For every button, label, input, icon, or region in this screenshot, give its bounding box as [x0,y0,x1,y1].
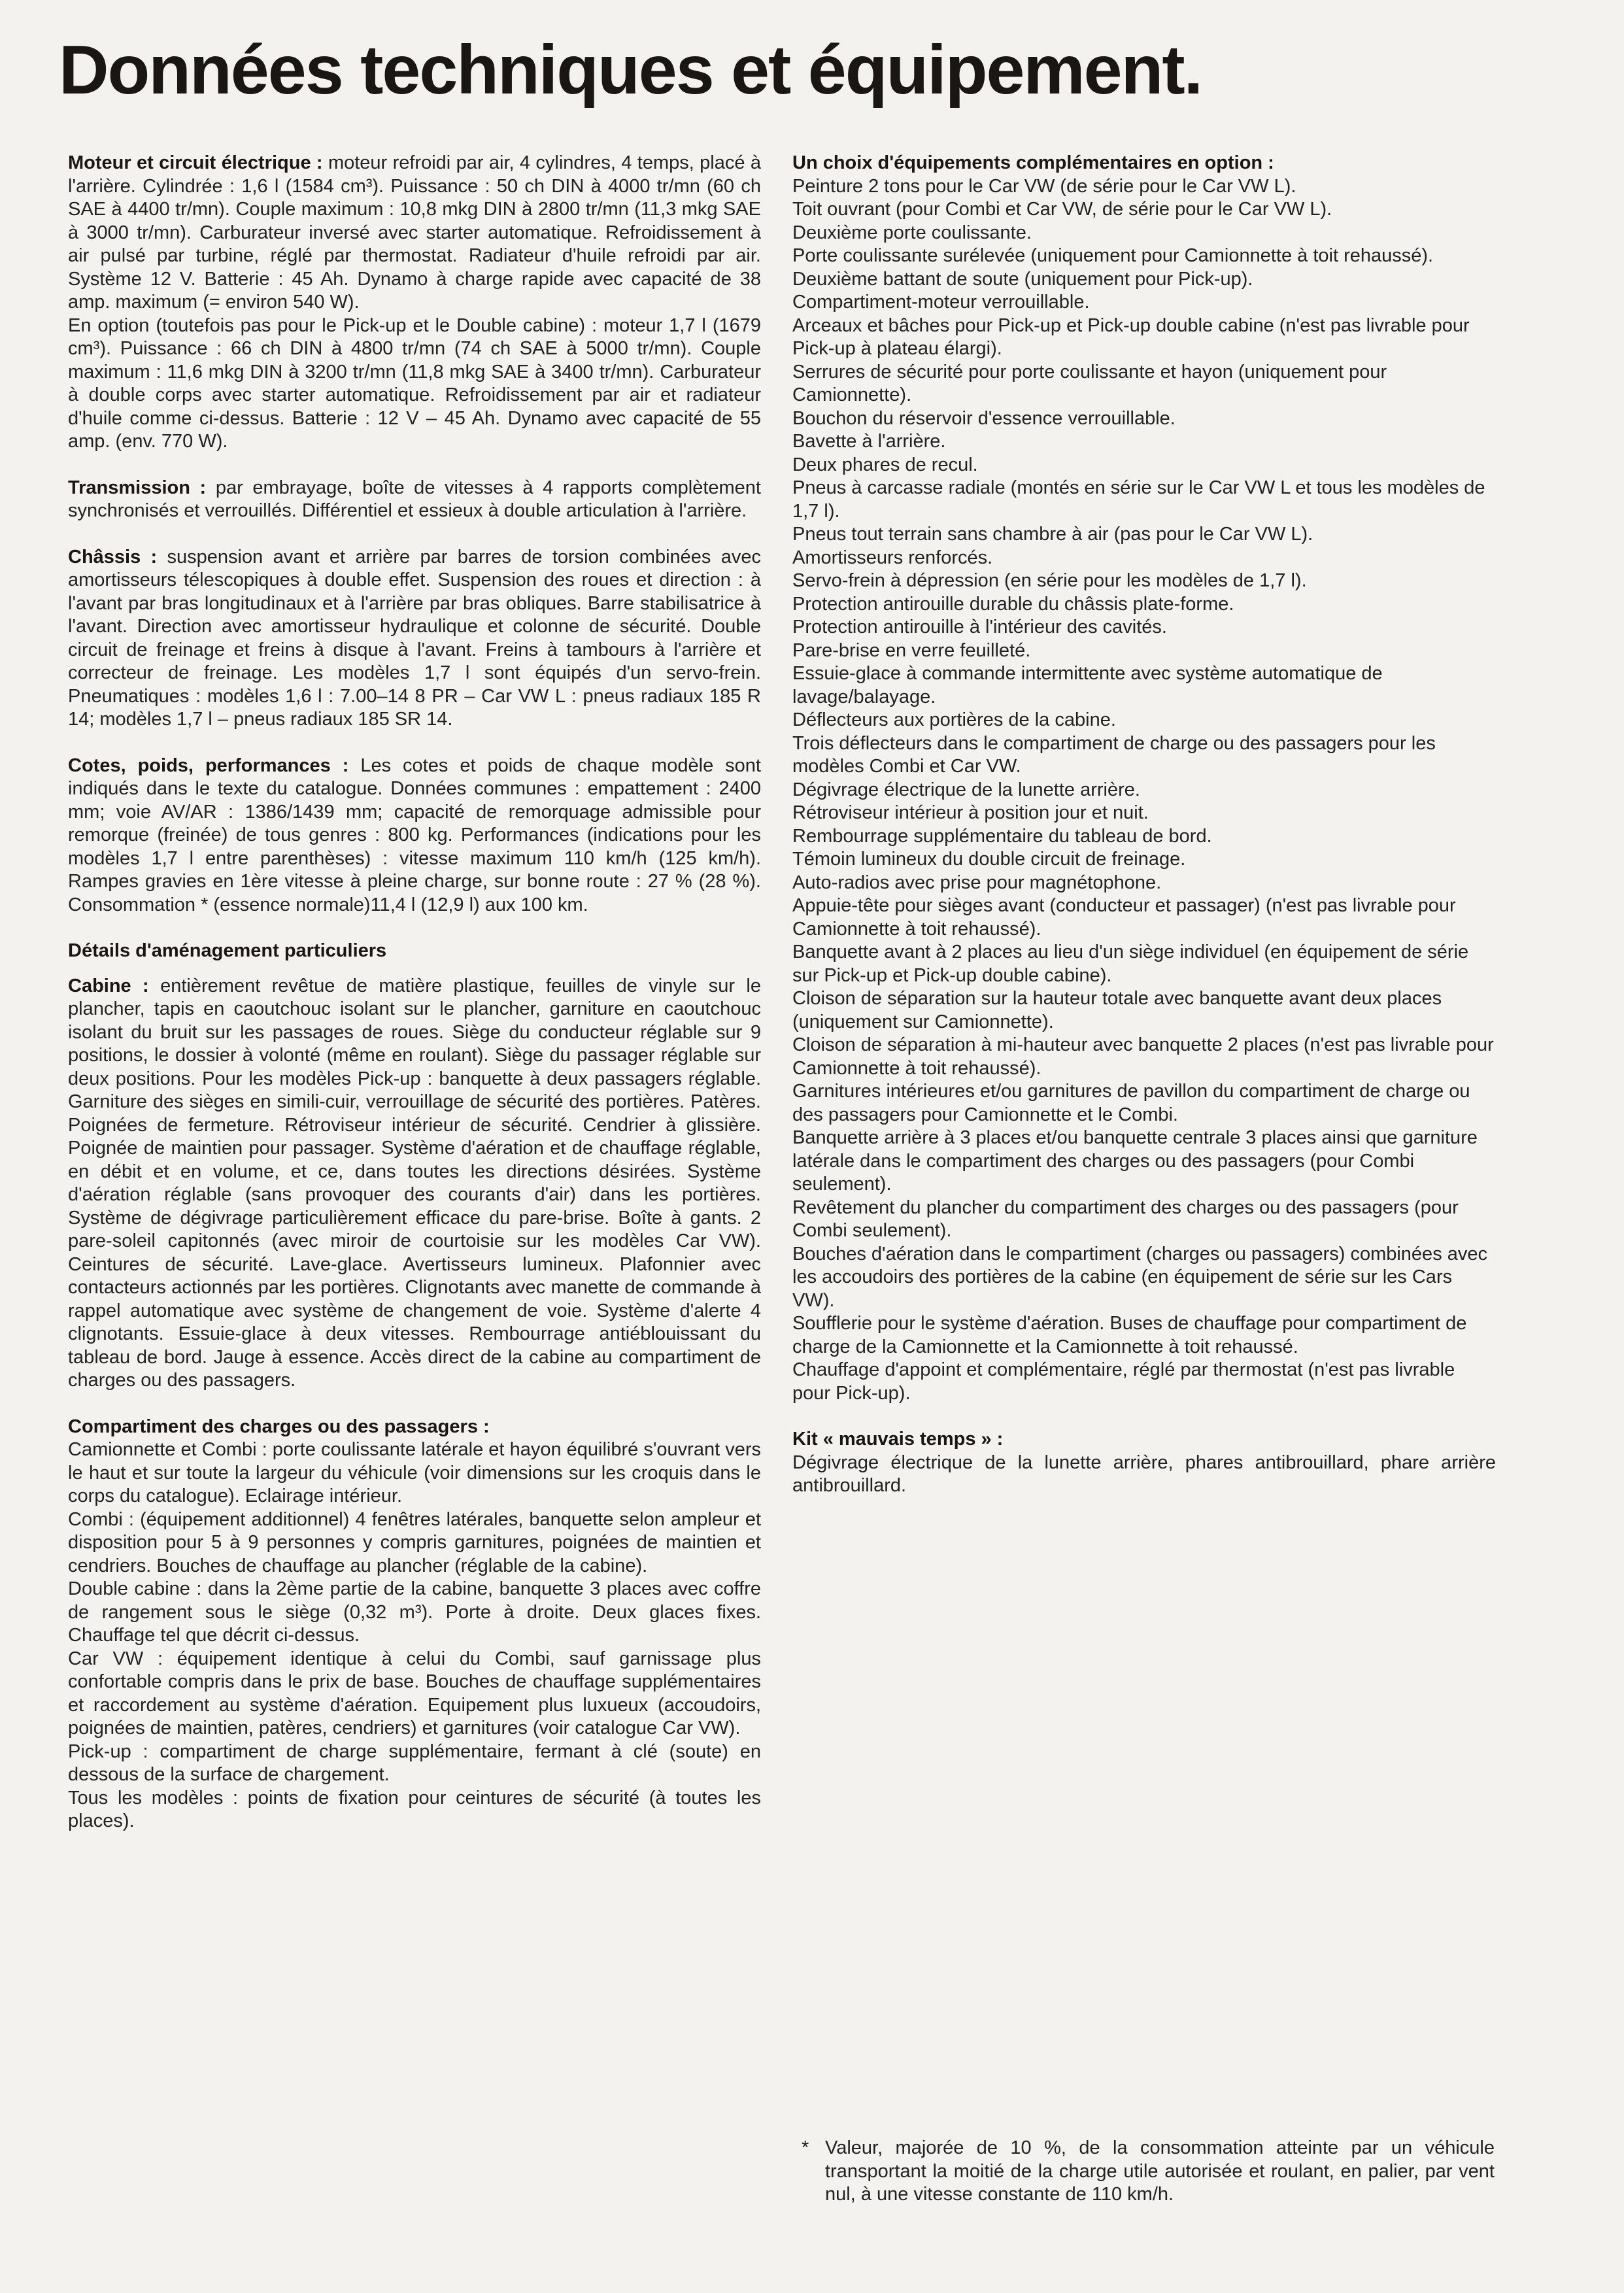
option-item: Déflecteurs aux portières de la cabine. [792,709,1116,730]
transmission-text: par embrayage, boîte de vitesses à 4 rapports complètement synchronisés et verrouillés. Différentiel et essieux à double articulation à l'arrière. [68,477,761,521]
details-heading: Détails d'aménagement particuliers [68,940,387,961]
moteur-paragraph [68,152,761,314]
moteur-option-text: En option (toutefois pas pour le Pick-up et le Double cabine) : moteur 1,7 l (1679 cm³). Puissance : 66 ch DIN à 4800 tr/mn (74 ch SAE à 5000 tr/mn). Couple maximum : 11,6 mkg DIN à 3200 tr/mn (11,8 mkg SAE à 3400 tr/mn). Carburateur à double corps avec starter automatique. Refroidissement par air et radiateur d'huile comme ci-dessus. Batterie : 12 V – 45 Ah. Dynamo avec capacité de 55 amp. (env. 770 W). [68,314,761,452]
option-item: Bavette à l'arrière. [792,431,946,452]
option-item: Dégivrage électrique de la lunette arrière. [792,779,1140,800]
options-heading: Un choix d'équipements complémentaires en option : [792,152,1274,173]
option-item: Soufflerie pour le système d'aération. Buses de chauffage pour compartiment de charge de la Camionnette et la Camionnette à toit rehaussé. [792,1313,1467,1357]
section-compartiment [68,1416,761,1833]
option-item: Essuie-glace à commande intermittente avec système automatique de lavage/balayage. [792,663,1383,707]
option-item: Rembourrage supplémentaire du tableau de bord. [792,825,1212,847]
option-item: Pare-brise en verre feuilleté. [792,639,1031,661]
section-cotes [68,755,761,917]
kit-heading: Kit « mauvais temps » : [792,1429,1004,1450]
compartiment-camionnette: Camionnette et Combi : porte coulissante latérale et hayon équilibré s'ouvrant vers le haut et sur toute la largeur du véhicule (voir dimensions sur les croquis dans le corps du catalogue). Eclairage intérieur. [68,1439,761,1506]
option-item: Bouches d'aération dans le compartiment (charges ou passagers) combinées avec les accoudoirs des portières de la cabine (en équipement de série sur les Cars VW). [792,1243,1488,1311]
option-item: Pneus à carcasse radiale (montés en série sur le Car VW L et tous les modèles de 1,7 l). [792,477,1485,522]
option-item: Protection antirouille à l'intérieur des cavités. [792,617,1167,637]
option-item: Banquette avant à 2 places au lieu d'un siège individuel (en équipement de série sur Pick-up et Pick-up double cabine). [792,942,1469,986]
option-item: Revêtement du plancher du compartiment des charges ou des passagers (pour Combi seulement). [792,1197,1459,1241]
option-item: Peinture 2 tons pour le Car VW (de série pour le Car VW L). [792,175,1296,197]
option-item: Serrures de sécurité pour porte coulissante et hayon (uniquement pour Camionnette). [792,361,1387,405]
option-item: Cloison de séparation à mi-hauteur avec banquette 2 places (n'est pas livrable pour Camionnette à toit rehaussé). [792,1034,1494,1079]
section-details [68,940,761,1393]
cotes-heading: Cotes, poids, performances : [68,755,349,776]
compartiment-double-cabine: Double cabine : dans la 2ème partie de la cabine, banquette 3 places avec coffre de rangement sous le siège (0,32 m³). Porte à droite. Deux glaces fixes. Chauffage tel que décrit ci-dessus. [68,1578,761,1646]
chassis-text: suspension avant et arrière par barres de torsion combinées avec amortisseurs télescopiques à double effet. Suspension des roues et direction : à l'avant par bras longitudinaux et à l'arrière par bras obliques. Barre stabilisatrice à l'avant. Direction avec amortisseur hydraulique et colonne de sécurité. Double circuit de freinage et freins à disque à l'avant. Freins à tambours à l'arrière et correcteur de freinage. Les modèles 1,7 l sont équipés d'un servo-frein. Pneumatiques : modèles 1,6 l : 7.00–14 8 PR – Car VW L : pneus radiaux 185 R 14; modèles 1,7 l – pneus radiaux 185 SR 14. [68,546,761,730]
right-column [792,152,1496,1521]
option-item: Deuxième battant de soute (uniquement pour Pick-up). [792,268,1253,290]
compartiment-combi: Combi : (équipement additionnel) 4 fenêtres latérales, banquette selon ampleur et disposition pour 5 à 9 personnes y compris garnitures, poignées de maintien et cendriers. Bouches de chauffage au plancher (réglable de la cabine). [68,1508,761,1576]
option-item: Chauffage d'appoint et complémentaire, réglé par thermostat (n'est pas livrable pour Pick-up). [792,1359,1455,1404]
left-column [68,152,761,1856]
moteur-text: moteur refroidi par air, 4 cylindres, 4 temps, placé à l'arrière. Cylindrée : 1,6 l (1584 cm³). Puissance : 50 ch DIN à 4000 tr/mn (60 ch SAE à 4400 tr/mn). Couple maximum : 10,8 mkg DIN à 2800 tr/mn (11,3 mkg SAE à 3000 tr/mn). Carburateur inversé avec starter automatique. Refroidissement à air pulsé par turbine, réglé par thermostat. Radiateur d'huile refroidi par air. Système 12 V. Batterie : 45 Ah. Dynamo à charge rapide avec capacité de 38 amp. maximum (= environ 540 W). [68,152,761,313]
option-item: Servo-frein à dépression (en série pour les modèles de 1,7 l). [792,570,1307,591]
chassis-paragraph [68,546,761,732]
cabine-text: entièrement revêtue de matière plastique, feuilles de vinyle sur le plancher, tapis en caoutchouc isolant sur le plancher, garniture en caoutchouc isolant du bruit sur les passages de roues. Siège du conducteur réglable sur 9 positions, le dossier à volonté (même en roulant). Siège du passager réglable sur deux positions. Pour les modèles Pick-up : banquette à deux passagers réglable. Garniture des sièges en simili-cuir, verrouillage de sécurité des portières. Patères. Poignées de fermeture. Rétroviseur intérieur de sécurité. Cendrier à glissière. Poignée de maintien pour passager. Système d'aération et de chauffage réglable, en débit et en volume, et ce, dans toutes les directions désirées. Système d'aération réglable (sans provoquer des courants d'air) dans les portières. Système de dégivrage particulièrement efficace du pare-brise. Boîte à gants. 2 pare-soleil capitonnés (avec miroir de courtoisie sur les modèles Car VW). Ceintures de sécurité. Lave-glace. Avertisseurs lumineux. Plafonnier avec contacteurs actionnés par les portières. Clignotants avec manette de commande à rappel automatique avec système de changement de voie. Système d'alerte 4 clignotants. Essuie-glace à deux vitesses. Rembourrage antiéblouissant du tableau de bord. Jauge à essence. Accès direct de la cabine au compartiment de charges ou des passagers. [68,975,761,1391]
footnote-marker: * [802,2137,809,2158]
section-chassis [68,546,761,732]
cotes-paragraph [68,755,761,917]
moteur-heading: Moteur et circuit électrique : [68,152,323,173]
compartiment-tous-modeles: Tous les modèles : points de fixation pour ceintures de sécurité (à toutes les places). [68,1787,761,1831]
option-item: Amortisseurs renforcés. [792,547,993,568]
option-item: Pneus tout terrain sans chambre à air (pas pour le Car VW L). [792,524,1313,545]
option-item: Appuie-tête pour sièges avant (conducteur et passager) (n'est pas livrable pour Camionnette à toit rehaussé). [792,895,1456,940]
option-item: Toit ouvrant (pour Combi et Car VW, de série pour le Car VW L). [792,199,1332,220]
transmission-heading: Transmission : [68,477,207,498]
cabine-heading: Cabine : [68,975,149,996]
options-list [792,175,1496,1406]
option-item: Porte coulissante surélevée (uniquement pour Camionnette à toit rehaussé). [792,245,1434,266]
option-item: Auto-radios avec prise pour magnétophone. [792,872,1162,893]
option-item: Trois déflecteurs dans le compartiment de charge ou des passagers pour les modèles Combi et Car VW. [792,732,1436,777]
compartiment-heading: Compartiment des charges ou des passagers : [68,1416,490,1437]
option-item: Bouchon du réservoir d'essence verrouillable. [792,407,1176,429]
option-item: Arceaux et bâches pour Pick-up et Pick-up double cabine (n'est pas livrable pour Pick-up à plateau élargi). [792,314,1470,359]
option-item: Banquette arrière à 3 places et/ou banquette centrale 3 places ainsi que garniture latérale dans le compartiment des charges ou des passagers (pour Combi seulement). [792,1127,1478,1195]
option-item: Garnitures intérieures et/ou garnitures de pavillon du compartiment de charge ou des passagers pour Camionnette et le Combi. [792,1081,1470,1125]
transmission-paragraph [68,477,761,523]
section-moteur [68,152,761,454]
page-title: Données techniques et équipement. [59,31,1202,109]
cotes-text: Les cotes et poids de chaque modèle sont indiqués dans le texte du catalogue. Données communes : empattement : 2400 mm; voie AV/AR : 1386/1439 mm; capacité de remorquage admissible pour remorque (freinée) de tous genres : 800 kg. Performances (indications pour les modèles 1,7 l entre parenthèses) : vitesse maximum 110 km/h (125 km/h). Rampes gravies en 1ère vitesse à pleine charge, sur bonne route : 27 % (28 %). Consommation * (essence normale)11,4 l (12,9 l) aux 100 km. [68,755,761,915]
option-item: Protection antirouille durable du châssis plate-forme. [792,593,1234,615]
cabine-paragraph [68,975,761,1393]
option-item: Deuxième porte coulissante. [792,222,1032,243]
compartiment-car-vw: Car VW : équipement identique à celui du Combi, sauf garnissage plus confortable compris dans le prix de base. Bouches de chauffage supplémentaires et raccordement au système d'aération. Equipement plus luxueux (accoudoirs, poignées de maintien, patères, cendriers) et garnitures (voir catalogue Car VW). [68,1648,761,1739]
section-kit [792,1428,1496,1498]
option-item: Témoin lumineux du double circuit de freinage. [792,849,1186,870]
footnote [802,2137,1495,2207]
option-item: Compartiment-moteur verrouillable. [792,292,1090,313]
option-item: Deux phares de recul. [792,454,978,475]
footnote-text: Valeur, majorée de 10 %, de la consommation atteinte par un véhicule transportant la moitié de la charge utile autorisée et roulant, en palier, par vent nul, à une vitesse constante de 110 km/h. [825,2137,1495,2205]
kit-text: Dégivrage électrique de la lunette arrière, phares antibrouillard, phare arrière antibrouillard. [792,1452,1496,1496]
option-item: Rétroviseur intérieur à position jour et nuit. [792,802,1149,823]
section-options [792,152,1496,1405]
compartiment-pick-up: Pick-up : compartiment de charge supplémentaire, fermant à clé (soute) en dessous de la surface de chargement. [68,1741,761,1785]
option-item: Cloison de séparation sur la hauteur totale avec banquette avant deux places (uniquement sur Camionnette). [792,988,1442,1032]
chassis-heading: Châssis : [68,546,158,568]
section-transmission [68,477,761,523]
